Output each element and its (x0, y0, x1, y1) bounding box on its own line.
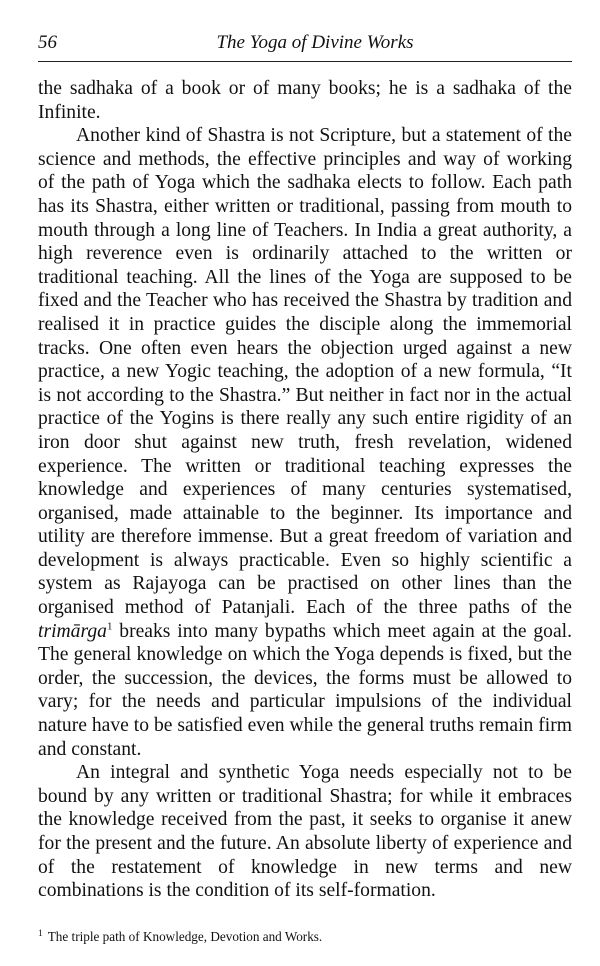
page-header (38, 28, 572, 60)
paragraph (38, 77, 572, 124)
running-title: The Yoga of Divine Works (216, 32, 414, 53)
paragraph-text: breaks into many bypaths which meet again at the goal. The general knowledge on which the Yoga depends is fixed, but the order, the succession, the devices, the forms must be allowed to vary; for the needs and particular impulsions of the individual nature have to be satisfied even while the general truths remain firm and constant. (38, 620, 572, 760)
footnote-reference: 1 (106, 620, 113, 633)
header-rule (38, 61, 572, 62)
footnote-mark: 1 (38, 928, 43, 939)
paragraph (38, 761, 572, 903)
footnote-text: The triple path of Knowledge, Devotion and Works. (47, 929, 323, 944)
body-text (38, 77, 572, 903)
page-number: 56 (38, 32, 57, 53)
footnote (38, 929, 572, 945)
paragraph-text: Another kind of Shastra is not Scripture, but a statement of the science and methods, the effective principles and way of working of the path of Yoga which the sadhaka elects to follow. Each path has its Shastra, either written or traditional, passing from mouth to mouth through a long line of Teachers. In India a great authority, a high reverence even is ordinarily attached to the written or traditional teaching. All the lines of the Yoga are supposed to be fixed and the Teacher who has received the Shastra by tradition and realised it in practice guides the disciple along the immemorial tracks. One often even hears the objection urged against a new practice, a new Yogic teaching, the adoption of a new formula, “It is not according to the Shastra.” But neither in fact nor in the actual practice of the Yogins is there really any such entire rigidity of an iron door shut against new truth, fresh revelation, widened experience. The written or traditional teaching expresses the knowledge and experiences of many centuries systematised, organised, made attainable to the beginner. Its importance and utility are therefore immense. But a great freedom of variation and development is always practicable. Even so highly scientific a system as Rajayoga can be practised on other lines than the organised method of Patanjali. Each of the three paths of the (38, 125, 572, 619)
paragraph-text: An integral and synthetic Yoga needs especially not to be bound by any written or traditional Shastra; for while it embraces the knowledge received from the past, it seeks to organise it anew for the present and the future. An absolute liberty of experience and of the restatement of knowledge in new terms and new combinations is the condition of its self-formation. (38, 762, 572, 902)
paragraph-text: the sadhaka of a book or of many books; he is a sadhaka of the Infinite. (38, 78, 572, 123)
paragraph (38, 124, 572, 761)
italic-term: trimārga (38, 620, 107, 642)
